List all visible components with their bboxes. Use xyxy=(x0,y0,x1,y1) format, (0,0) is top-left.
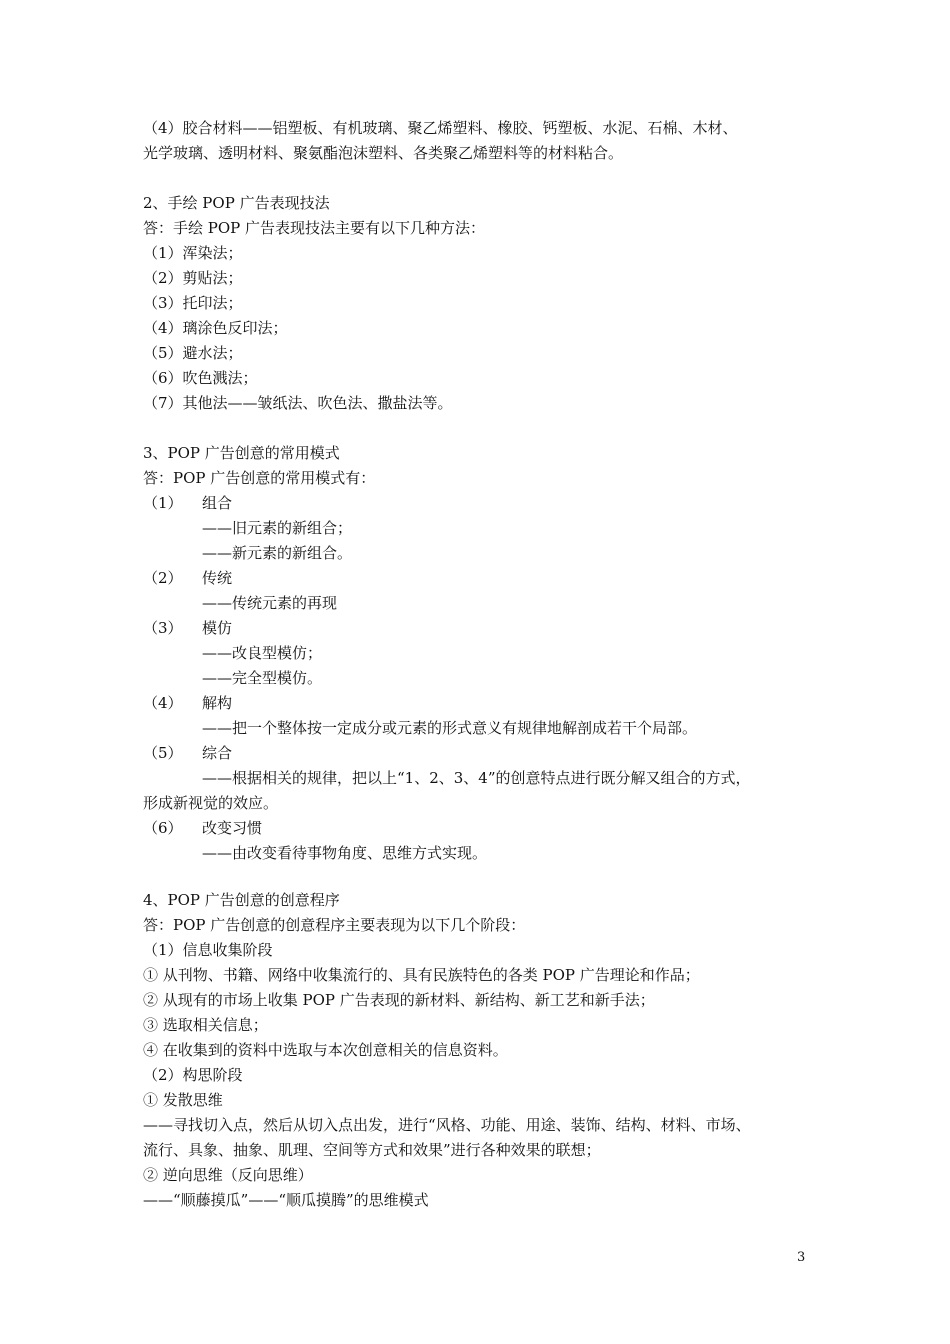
stage-detail: ——“顺藤摸瓜”——“顺瓜摸腾”的思维模式 xyxy=(143,1191,429,1209)
item-number: （3） xyxy=(143,619,183,637)
list-item: （4）璃涂色反印法； xyxy=(143,319,288,337)
list-item: （2）剪贴法； xyxy=(143,269,243,287)
list-item: （3）托印法； xyxy=(143,294,243,312)
text-line: （4）胶合材料——铝塑板、有机玻璃、聚乙烯塑料、橡胶、钙塑板、水泥、石棉、木材、 xyxy=(143,119,738,137)
item-number: （5） xyxy=(143,744,183,762)
answer-intro: 答：手绘 POP 广告表现技法主要有以下几种方法： xyxy=(143,219,486,237)
item-title: 解构 xyxy=(202,694,233,712)
item-title: 综合 xyxy=(202,744,233,762)
item-detail: ——改良型模仿； xyxy=(202,644,323,662)
list-item: （1）浑染法； xyxy=(143,244,243,262)
item-title: 传统 xyxy=(202,569,233,587)
pattern-item xyxy=(143,491,813,516)
list-item: （7）其他法——皱纸法、吹色法、撒盐法等。 xyxy=(143,394,453,412)
item-number: （6） xyxy=(143,819,183,837)
answer-intro: 答：POP 广告创意的常用模式有： xyxy=(143,469,376,487)
section-heading: 2、手绘 POP 广告表现技法 xyxy=(143,194,330,212)
pattern-item xyxy=(143,816,813,841)
stage-detail: ——寻找切入点，然后从切入点出发，进行“风格、功能、用途、装饰、结构、材料、市场、 xyxy=(143,1116,751,1134)
stage-point: ① 从刊物、书籍、网络中收集流行的、具有民族特色的各类 POP 广告理论和作品； xyxy=(143,966,700,984)
stage-title: （2）构思阶段 xyxy=(143,1066,243,1084)
pattern-item xyxy=(143,616,813,641)
page-number: 3 xyxy=(797,1250,806,1265)
item-number: （2） xyxy=(143,569,183,587)
item-title: 改变习惯 xyxy=(202,819,263,837)
item-detail: ——由改变看待事物角度、思维方式实现。 xyxy=(202,844,488,862)
section-heading: 4、POP 广告创意的创意程序 xyxy=(143,891,340,909)
item-detail: ——新元素的新组合。 xyxy=(202,544,353,562)
item-detail: ——根据相关的规律，把以上“1、2、3、4”的创意特点进行既分解又组合的方式， xyxy=(202,769,751,787)
answer-intro: 答：POP 广告创意的创意程序主要表现为以下几个阶段： xyxy=(143,916,526,934)
item-title: 组合 xyxy=(202,494,233,512)
list-item: （6）吹色溅法； xyxy=(143,369,258,387)
section-heading: 3、POP 广告创意的常用模式 xyxy=(143,444,340,462)
stage-title: （1）信息收集阶段 xyxy=(143,941,273,959)
item-number: （1） xyxy=(143,494,183,512)
item-title: 模仿 xyxy=(202,619,233,637)
pattern-item xyxy=(143,566,813,591)
item-detail: ——完全型模仿。 xyxy=(202,669,323,687)
section-creative-process xyxy=(143,888,813,1213)
pattern-item xyxy=(143,741,813,766)
list-item: （5）避水法； xyxy=(143,344,243,362)
item-number: （4） xyxy=(143,694,183,712)
stage-point: ① 发散思维 xyxy=(143,1091,223,1109)
stage-point: ③ 选取相关信息； xyxy=(143,1016,268,1034)
item-detail: ——把一个整体按一定成分或元素的形式意义有规律地解剖成若干个局部。 xyxy=(202,719,698,737)
stage-detail: 流行、具象、抽象、肌理、空间等方式和效果”进行各种效果的联想； xyxy=(143,1141,601,1159)
stage-point: ② 逆向思维（反向思维） xyxy=(143,1166,313,1184)
stage-point: ④ 在收集到的资料中选取与本次创意相关的信息资料。 xyxy=(143,1041,508,1059)
item-detail: ——传统元素的再现 xyxy=(202,594,338,612)
pattern-item xyxy=(143,691,813,716)
section-creative-patterns xyxy=(143,441,813,866)
paragraph-adhesive-materials xyxy=(143,116,813,166)
stage-point: ② 从现有的市场上收集 POP 广告表现的新材料、新结构、新工艺和新手法； xyxy=(143,991,655,1009)
item-detail-continuation: 形成新视觉的效应。 xyxy=(143,794,279,812)
section-hand-drawn-techniques xyxy=(143,191,813,416)
text-line: 光学玻璃、透明材料、聚氨酯泡沫塑料、各类聚乙烯塑料等的材料粘合。 xyxy=(143,144,624,162)
item-detail: ——旧元素的新组合； xyxy=(202,519,353,537)
